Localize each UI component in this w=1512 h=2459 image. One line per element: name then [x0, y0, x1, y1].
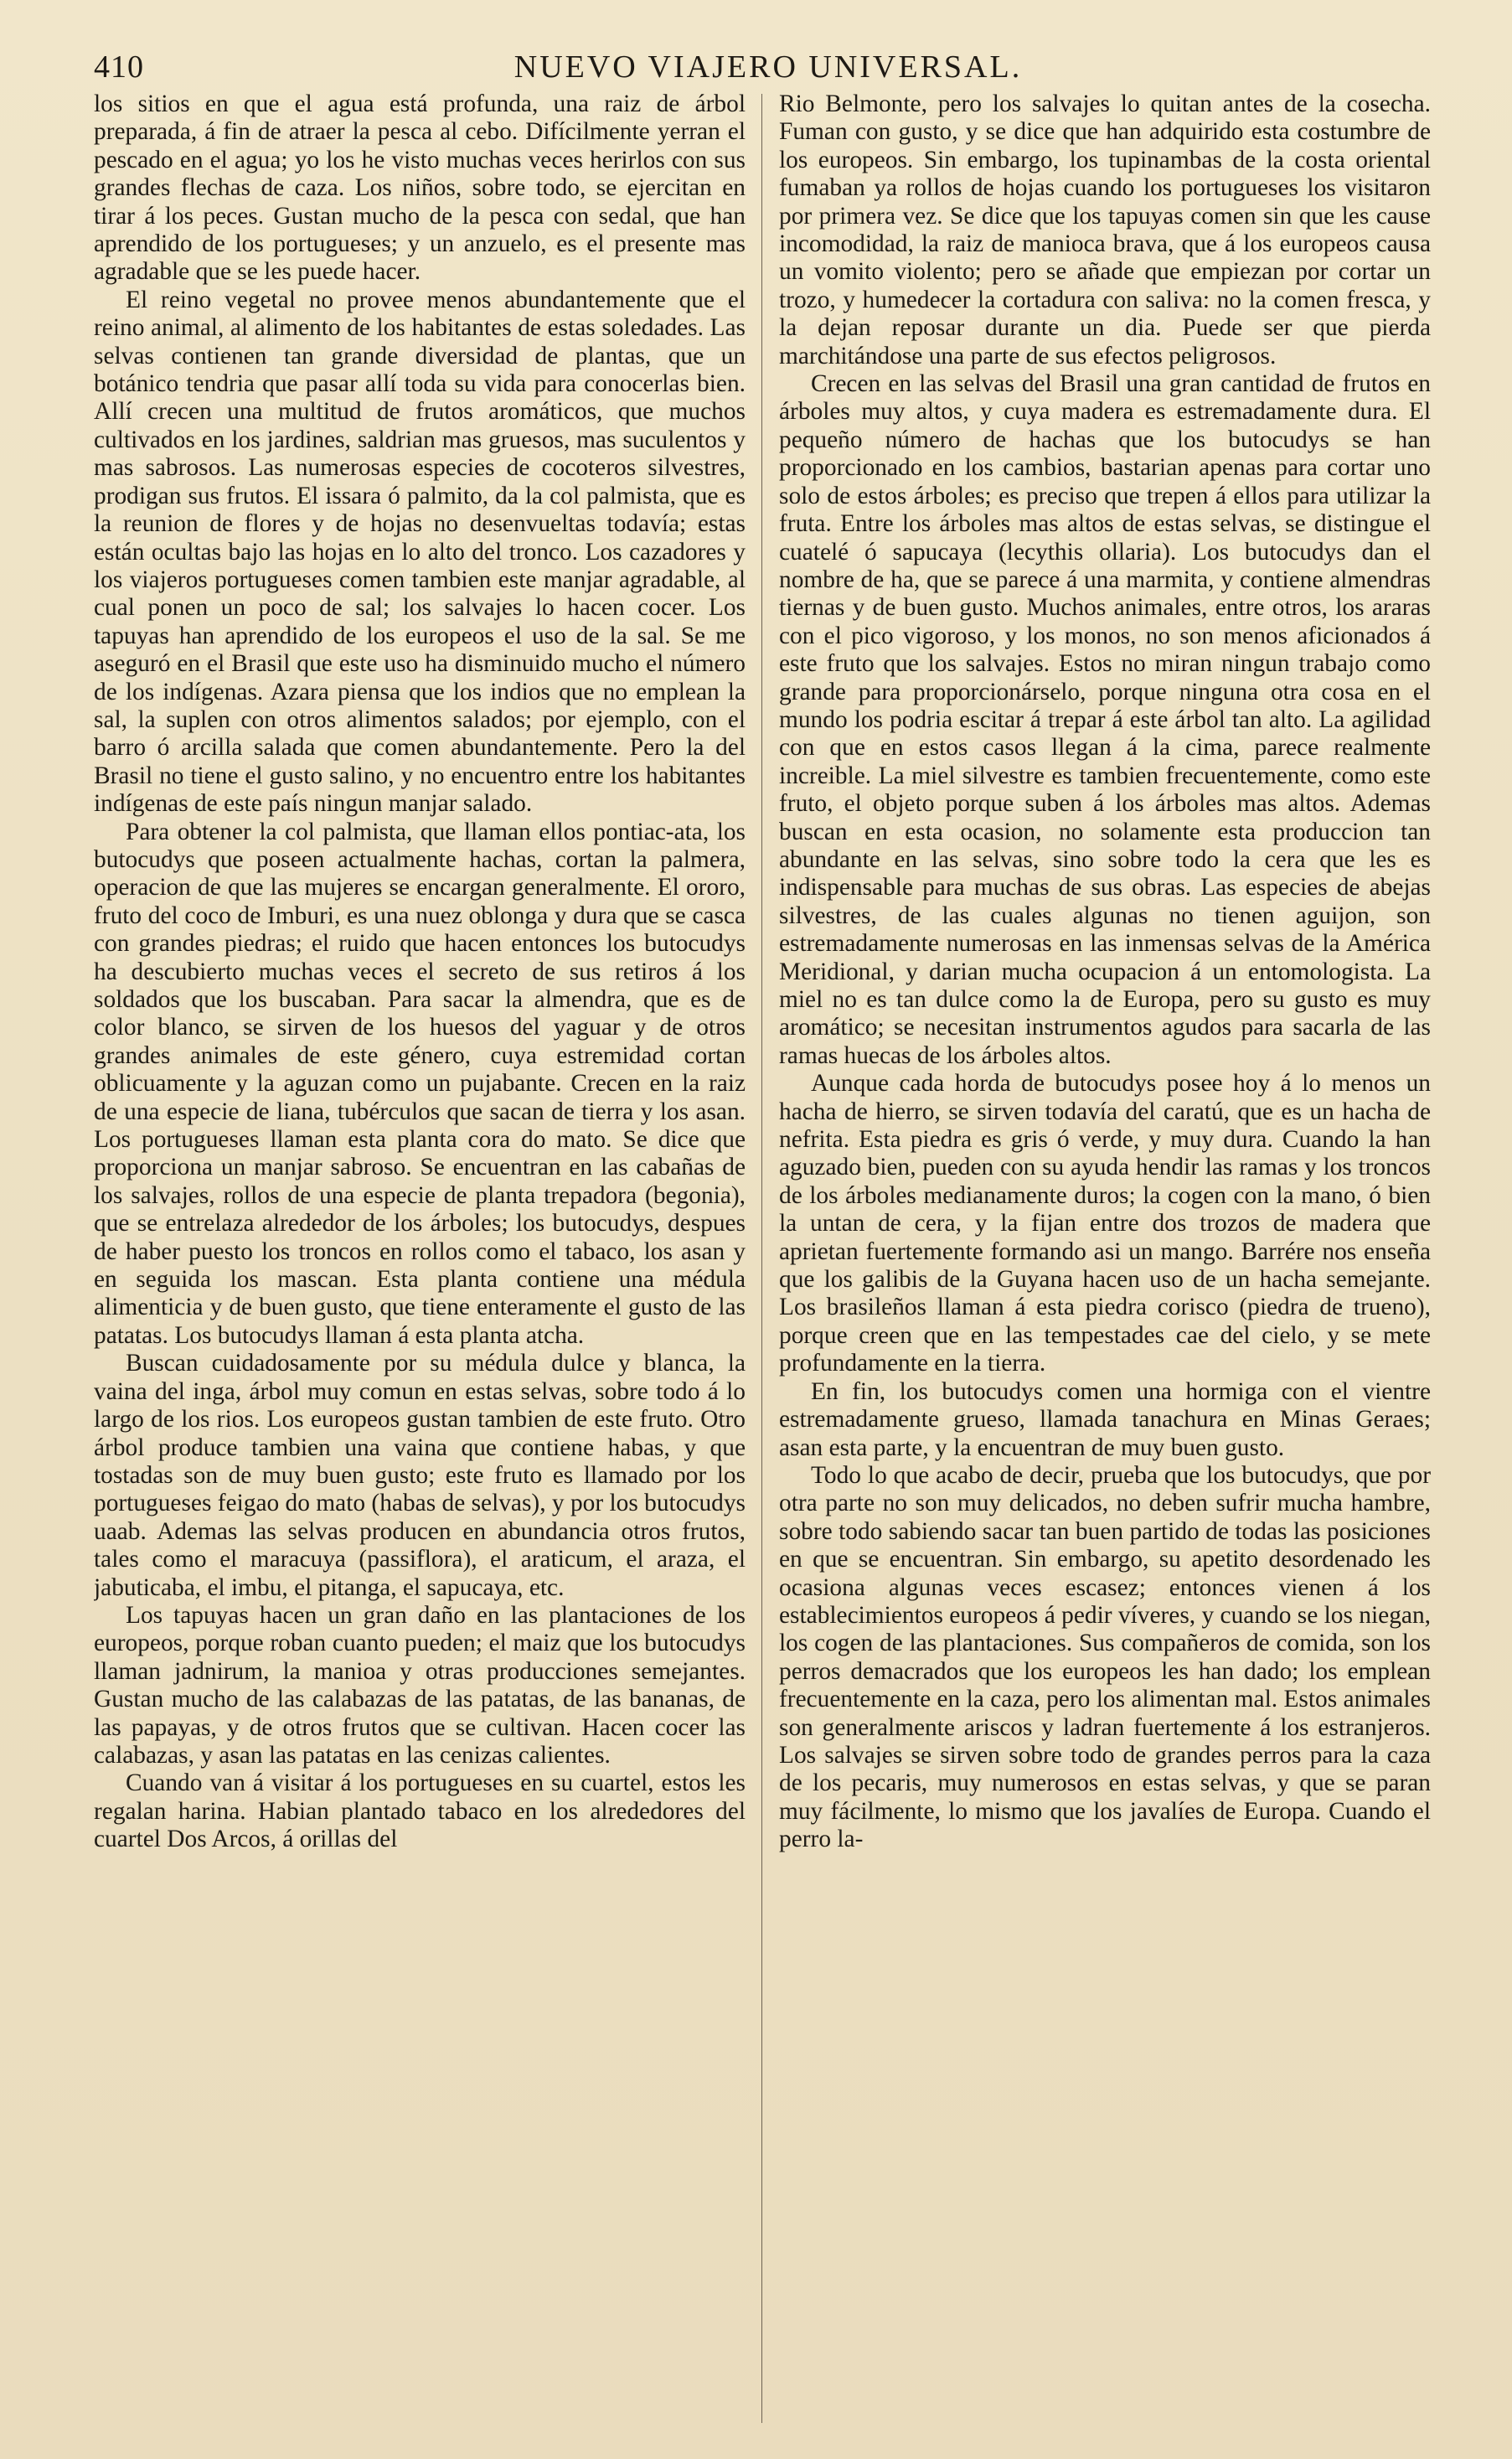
paragraph: Crecen en las selvas del Brasil una gran cantidad de frutos en árboles muy altos, y cuya madera es estremadamente dura. El pequeño número de hachas que los butocudys se han proporcionado en los cambios, bastarian apenas para cortar uno solo de estos árboles; es preciso que trepen á ellos para utilizar la fruta. Entre los árboles mas altos de estas selvas, se distingue el cuatelé ó sapucaya (lecythis ollaria). Los butocudys dan el nombre de ha, que se parece á una marmita, y contiene almendras tiernas y de buen gusto. Muchos animales, entre otros, los araras con el pico vigoroso, y los monos, no son menos aficionados á este fruto que los salvajes. Estos no miran ningun trabajo como grande para proporcionárselo, porque ninguna otra cosa en el mundo los podria escitar á trepar á este árbol tan alto. La agilidad con que en estos casos llegan á la cima, parece realmente increible. La miel silvestre es tambien frecuentemente, como este fruto, el objeto porque suben á los árboles mas altos. Ademas buscan en esta ocasion, no solamente esta produccion tan abundante en las selvas, sino sobre todo la cera que les es indispensable para muchas de sus obras. Las especies de abejas silvestres, de las cuales algunas no tienen aguijon, son estremadamente numerosas en las inmensas selvas de la América Meridional, y darian mucha ocupacion á un entomologista. La miel no es tan dulce como la de Europa, pero su gusto es muy aromático; se necesitan instrumentos agudos para sacarla de las ramas huecas de los árboles altos.: [779, 370, 1431, 1069]
page-number: 410: [94, 49, 144, 85]
paragraph: los sitios en que el agua está profunda, una raiz de árbol preparada, á fin de atraer la pesca al cebo. Difícilmente yerran el pescado en el agua; yo los he visto muchas veces herirlos con sus grandes flechas de caza. Los niños, sobre todo, se ejercitan en tirar á los peces. Gustan mucho de la pesca con sedal, que han aprendido de los portugueses; y un anzuelo, es el presente mas agradable que se les puede hacer.: [94, 90, 746, 286]
paragraph: Todo lo que acabo de decir, prueba que los butocudys, que por otra parte no son muy delicados, no deben sufrir mucha hambre, sobre todo sabiendo sacar tan buen partido de todas las posiciones en que se encuentran. Sin embargo, su apetito desordenado les ocasiona algunas veces escasez; entonces vienen á los establecimientos europeos á pedir víveres, y cuando se los niegan, los cogen de las plantaciones. Sus compañeros de comida, son los perros demacrados que los europeos les han dado; los emplean frecuentemente en la caza, pero los alimentan mal. Estos animales son generalmente ariscos y ladran fuertemente á los estranjeros. Los salvajes se sirven sobre todo de grandes perros para la caza de los pecaris, muy numerosos en estas selvas, y que se paran muy fácilmente, lo mismo que los javalíes de Europa. Cuando el perro la-: [779, 1461, 1431, 1853]
paragraph: Los tapuyas hacen un gran daño en las plantaciones de los europeos, porque roban cuanto pueden; el maiz que los butocudys llaman jadnirum, la manioa y otras producciones semejantes. Gustan mucho de las calabazas de las patatas, de las bananas, de las papayas, y de otros frutos que se cultivan. Hacen cocer las calabazas, y asan las patatas en las cenizas calientes.: [94, 1601, 746, 1769]
running-title: NUEVO VIAJERO UNIVERSAL.: [513, 49, 1023, 85]
paragraph: Para obtener la col palmista, que llaman ellos pontiac-ata, los butocudys que poseen actualmente hachas, cortan la palmera, operacion de que las mujeres se encargan generalmente. El ororo, fruto del coco de Imburi, es una nuez oblonga y dura que se casca con grandes piedras; el ruido que hacen entonces los butocudys ha descubierto muchas veces el secreto de sus retiros á los soldados que los buscaban. Para sacar la almendra, que es de color blanco, se sirven de los huesos del yaguar y de otros grandes animales de este género, cuya estremidad cortan oblicuamente y la aguzan como un pujabante. Crecen en la raiz de una especie de liana, tubérculos que sacan de tierra y los asan. Los portugueses llaman esta planta cora do mato. Se dice que proporciona un manjar sabroso. Se encuentran en las cabañas de los salvajes, rollos de una especie de planta trepadora (begonia), que se entrelaza alrededor de los árboles; los butocudys, despues de haber puesto los troncos en rollos como el tabaco, los asan y en seguida los mascan. Esta planta contiene una médula alimenticia y de buen gusto, que tiene enteramente el gusto de las patatas. Los butocudys llaman á esta planta atcha.: [94, 818, 746, 1349]
page-header: [94, 44, 1442, 90]
paragraph: Aunque cada horda de butocudys posee hoy á lo menos un hacha de hierro, se sirven todavía del caratú, que es un hacha de nefrita. Esta piedra es gris ó verde, y muy dura. Cuando la han aguzado bien, pueden con su ayuda hendir las ramas y los troncos de los árboles medianamente duros; la cogen con la mano, ó bien la untan de cera, y la fijan entre dos trozos de madera que aprietan fuertemente formando asi un mango. Barrére nos enseña que los galibis de la Guyana hacen uso de un hacha semejante. Los brasileños llaman á esta piedra corisco (piedra de trueno), porque creen que en las tempestades cae del cielo, y se mete profundamente en la tierra.: [779, 1070, 1431, 1377]
left-column: [94, 90, 746, 2428]
paragraph: El reino vegetal no provee menos abundantemente que el reino animal, al alimento de los habitantes de estas soledades. Las selvas contienen tan grande diversidad de plantas, que un botánico tendria que pasar allí toda su vida para conocerlas bien. Allí crecen una multitud de frutos aromáticos, que muchos cultivados en los jardines, saldrian mas gruesos, mas suculentos y mas sabrosos. Las numerosas especies de cocoteros silvestres, prodigan sus frutos. El issara ó palmito, da la col palmista, que es la reunion de flores y de hojas no desenvueltas todavía; estas están ocultas bajo las hojas en lo alto del tronco. Los cazadores y los viajeros portugueses comen tambien este manjar agradable, al cual ponen un poco de sal; los salvajes lo hacen cocer. Los tapuyas han aprendido de los europeos el uso de la sal. Se me aseguró en el Brasil que este uso ha disminuido mucho el número de los indígenas. Azara piensa que los indios que no emplean la sal, la suplen con otros alimentos salados; por ejemplo, con el barro ó arcilla salada que comen abundantemente. Pero la del Brasil no tiene el gusto salino, y no encuentro entre los habitantes indígenas de este país ningun manjar salado.: [94, 286, 746, 818]
paragraph: Buscan cuidadosamente por su médula dulce y blanca, la vaina del inga, árbol muy comun en estas selvas, sobre todo á lo largo de los rios. Los europeos gustan tambien de este fruto. Otro árbol produce tambien una vaina que contiene habas, y que tostadas son de muy buen gusto; este fruto es llamado por los portugueses feigao do mato (habas de selvas), y por los butocudys uaab. Ademas las selvas producen en abundancia otros frutos, tales como el maracuya (passiflora), el araticum, el araza, el jabuticaba, el imbu, el pitanga, el sapucaya, etc.: [94, 1350, 746, 1601]
paragraph: Rio Belmonte, pero los salvajes lo quitan antes de la cosecha. Fuman con gusto, y se dice que han adquirido esta costumbre de los europeos. Sin embargo, los tupinambas de la costa oriental fumaban ya rollos de hojas cuando los portugueses los visitaron por primera vez. Se dice que los tapuyas comen sin que les cause incomodidad, la raiz de manioca brava, que á los europeos causa un vomito violento; pero se añade que empiezan por cortar un trozo, y humedecer la cortadura con saliva: no la comen fresca, y la dejan reposar durante un dia. Puede ser que pierda marchitándose una parte de sus efectos peligrosos.: [779, 90, 1431, 369]
column-divider: [761, 94, 762, 2423]
paragraph: Cuando van á visitar á los portugueses en su cuartel, estos les regalan harina. Habian plantado tabaco en los alrededores del cuartel Dos Arcos, á orillas del: [94, 1769, 746, 1853]
right-column: [779, 90, 1431, 2428]
paragraph: En fin, los butocudys comen una hormiga con el vientre estremadamente grueso, llamada tanachura en Minas Geraes; asan esta parte, y la encuentran de muy buen gusto.: [779, 1377, 1431, 1461]
text-columns: [94, 90, 1442, 2428]
